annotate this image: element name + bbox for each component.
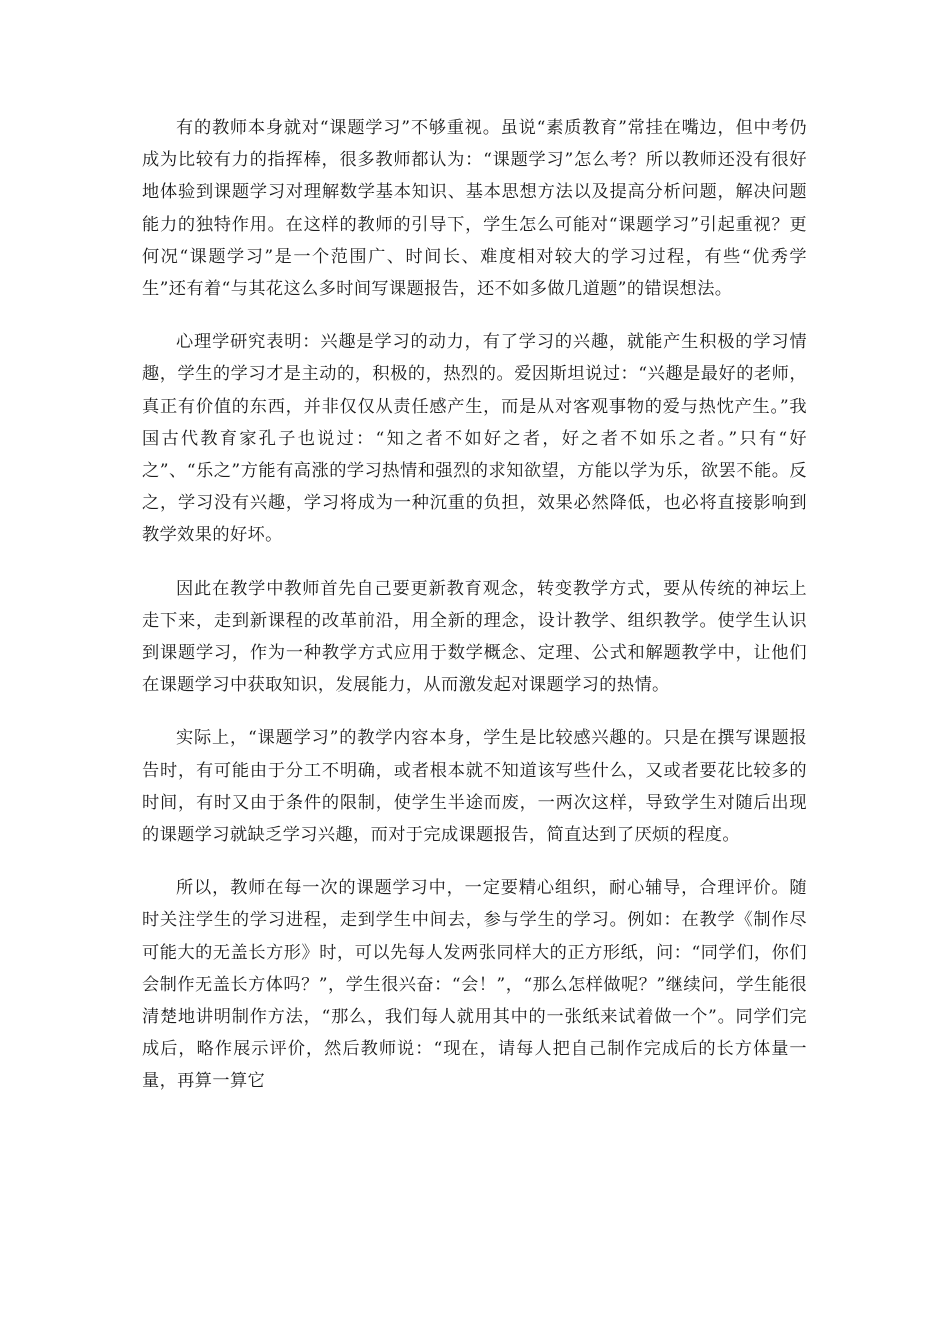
paragraph-1: 有的教师本身就对“课题学习”不够重视。虽说“素质教育”常挂在嘴边，但中考仍成为比较有力的指挥棒，很多教师都认为：“课题学习”怎么考？所以教师还没有很好地体验到课题学习对理解数学基本知识、基本思想方法以及提高分析问题，解决问题能力的独特作用。在这样的教师的引导下，学生怎么可能对“课题学习”引起重视？更何况“课题学习”是一个范围广、时间长、难度相对较大的学习过程，有些“优秀学生”还有着“与其花这么多时间写课题报告，还不如多做几道题”的错误想法。 — [142, 118, 807, 300]
paragraph-5: 所以，教师在每一次的课题学习中，一定要精心组织，耐心辅导，合理评价。随时关注学生的学习进程，走到学生中间去，参与学生的学习。例如：在教学《制作尽可能大的无盖长方形》时，可以先每人发两张同样大的正方形纸，问：“同学们，你们会制作无盖长方体吗？”，学生很兴奋：“会！”，“那么怎样做呢？”继续问，学生能很清楚地讲明制作方法，“那么，我们每人就用其中的一张纸来试着做一个”。同学们完成后，略作展示评价，然后教师说：“现在，请每人把自己制作完成后的长方体量一量，再算一算它 — [142, 878, 807, 1092]
document-body — [142, 112, 807, 1119]
paragraph-3: 因此在教学中教师首先自己要更新教育观念，转变教学方式，要从传统的神坛上走下来，走到新课程的改革前沿，用全新的理念，设计教学、组织教学。使学生认识到课题学习，作为一种教学方式应用于数学概念、定理、公式和解题教学中，让他们在课题学习中获取知识，发展能力，从而激发起对课题学习的热情。 — [142, 578, 807, 696]
paragraph-4: 实际上，“课题学习”的教学内容本身，学生是比较感兴趣的。只是在撰写课题报告时，有可能由于分工不明确，或者根本就不知道该写些什么，又或者要花比较多的时间，有时又由于条件的限制，使学生半途而废，一两次这样，导致学生对随后出现的课题学习就缺乏学习兴趣，而对于完成课题报告，简直达到了厌烦的程度。 — [142, 728, 807, 846]
paragraph-2: 心理学研究表明：兴趣是学习的动力，有了学习的兴趣，就能产生积极的学习情趣，学生的学习才是主动的，积极的，热烈的。爱因斯坦说过：“兴趣是最好的老师，真正有价值的东西，并非仅仅从责任感产生，而是从对客观事物的爱与热忱产生。”我国古代教育家孔子也说过：“知之者不如好之者，好之者不如乐之者。”只有“好之”、“乐之”方能有高涨的学习热情和强烈的求知欲望，方能以学为乐，欲罢不能。反之，学习没有兴趣，学习将成为一种沉重的负担，效果必然降低，也必将直接影响到教学效果的好坏。 — [142, 332, 807, 546]
